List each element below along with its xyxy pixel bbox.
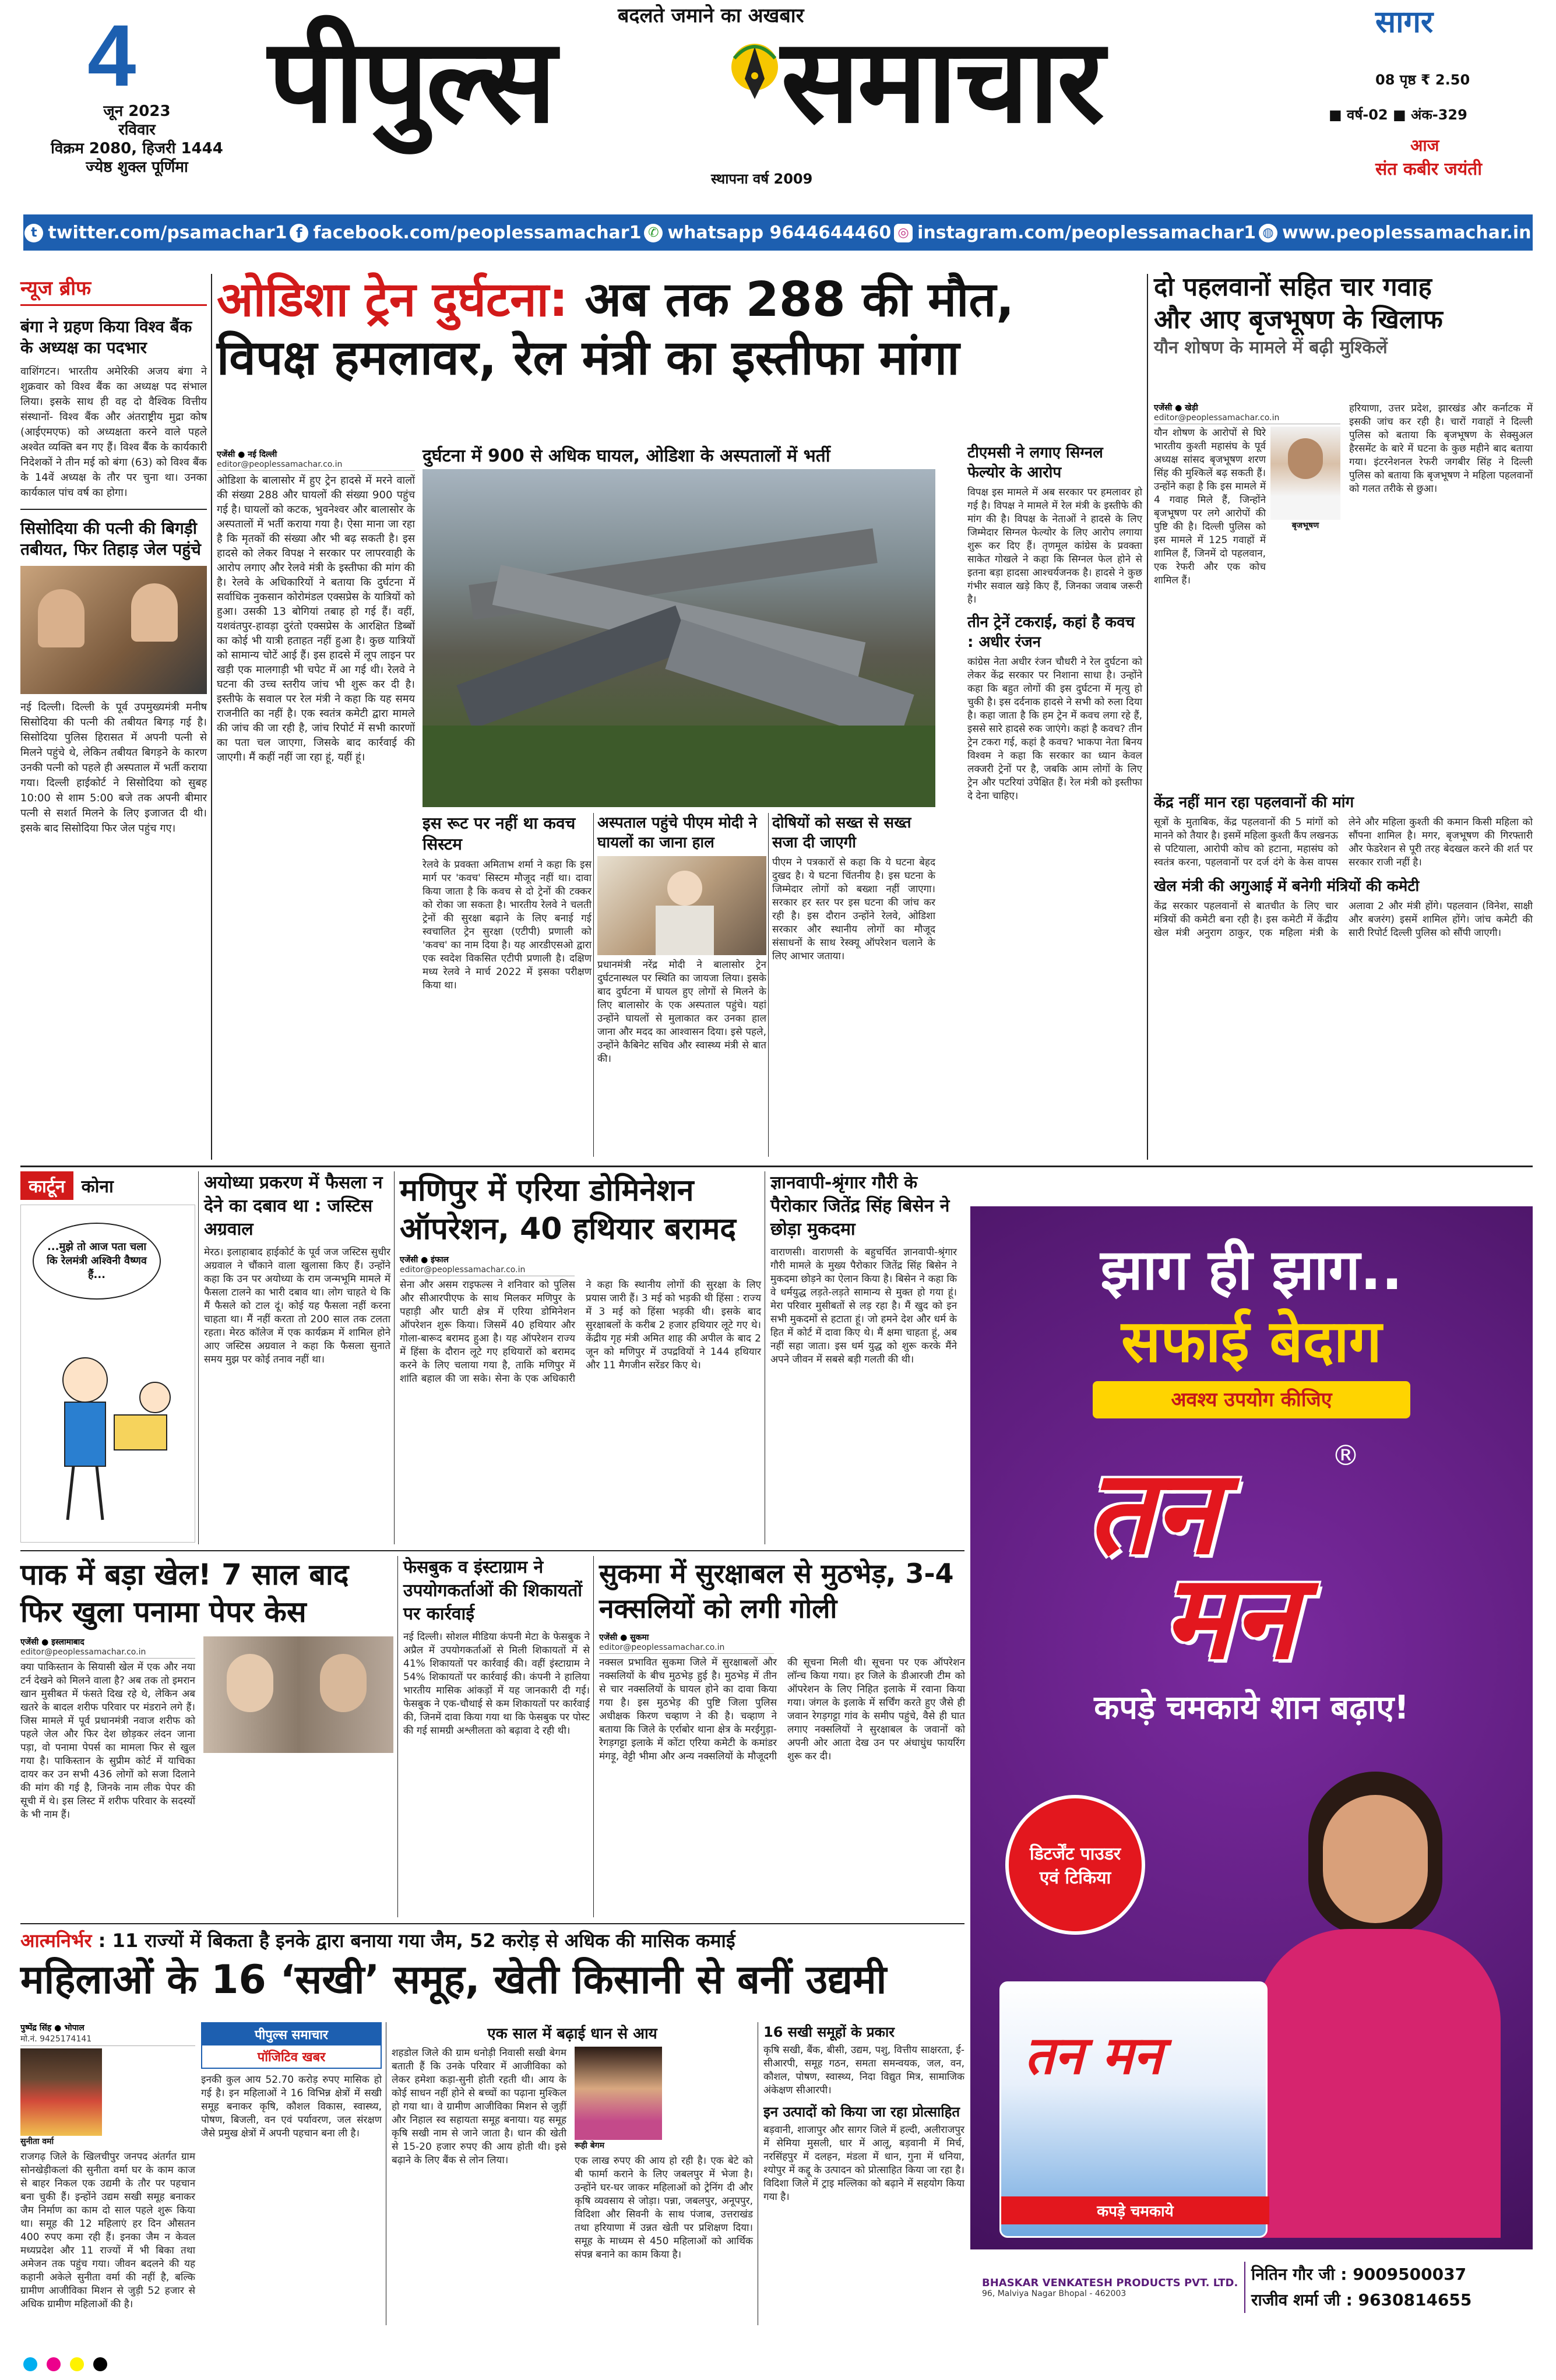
sukma-byline: एजेंसी ● सुकमा editor@peoplessamachar.co.in bbox=[599, 1632, 774, 1654]
ad-contact1: नितिन गौर जी : 9009500037 bbox=[1251, 2265, 1467, 2284]
today-event: संत कबीर जयंती bbox=[1375, 159, 1483, 179]
cartoon-illustration bbox=[20, 1205, 195, 1543]
twitter-icon: t bbox=[24, 224, 43, 242]
brief-headline-banga: बंगा ने ग्रहण किया विश्व बैंक के अध्यक्ष का पदभार bbox=[20, 317, 192, 357]
wrestlers-subbody2: केंद्र सरकार पहलवानों से बातचीत के लिए चार मंत्रियों की कमेटी बना रही है। इस कमेटी में केंद्रीय खेल मंत्री अनुराग ठाकुर, एक महिला मंत्री के अलावा 2 और मंत्री होंगे। पहलवान (विनेश, साक्षी और बजरंग) इसमें शामिल होंगे। जांच कमेटी की सारी रिपोर्ट दिल्ली पुलिस को सौंपी जाएगी। bbox=[1154, 900, 1533, 939]
advertisement-tanman[interactable] bbox=[970, 1206, 1533, 2325]
paper-title-left: पीपुल्स bbox=[268, 13, 554, 149]
lead-headline-red: ओडिशा ट्रेन दुर्घटना: bbox=[217, 272, 568, 328]
founded-year: स्थापना वर्ष 2009 bbox=[711, 171, 813, 187]
lead-sub3-headline: दोषियों को सख्त से सख्त सजा दी जाएगी bbox=[772, 814, 911, 851]
sakhi-list-head: 16 सखी समूहों के प्रकार bbox=[763, 2024, 895, 2040]
facebook-icon: f bbox=[290, 224, 308, 242]
wrestlers-body1: यौन शोषण के आरोपों से घिरे भारतीय कुश्ती महासंघ के पूर्व अध्यक्ष सांसद बृजभूषण शरण सिंह की मुश्किलें बढ़ सकती हैं। उन्होंने कहा है कि इस मामले में 4 गवाह मिले हैं, जिन्होंने बृजभूषण पर लगे आरोपों की पुष्टि की है। दिल्ली पुलिस को इस मामले में 125 गवाहों में शामिल हैं, जिनमें दो पहलवान, एक रेफरी और एक कोच शामिल हैं। bbox=[1154, 427, 1266, 586]
tmc-headline: टीएमसी ने लगाए सिग्नल फेल्योर के आरोप bbox=[967, 444, 1103, 481]
wrestlers-subhead: यौन शोषण के मामले में बढ़ी मुश्किलें bbox=[1154, 337, 1388, 358]
lead-sub2-headline: अस्पताल पहुंचे पीएम मोदी ने घायलों का जाना हाल bbox=[597, 814, 757, 851]
wrestlers-headline1: दो पहलवानों सहित चार गवाह bbox=[1154, 272, 1432, 302]
ad-tagline: कपड़े चमकाये शान बढ़ाए! bbox=[1094, 1689, 1409, 1727]
sakhi-body1: राजगढ़ जिले के खिलचीपुर जनपद अंतर्गत ग्राम सोनखेड़ीकलां की सुनीता वर्मा घर के काम काज से बाहर निकल एक उद्यमी के तौर पर पहचान बना चुकी हैं। इन्होंने उद्यम सखी समूह बनाकर जैम निर्माण का काम दो साल पहले शुरू किया था। समूह की 12 महिलाएं हर दिन औसतन 400 रुपए कमा रही हैं। इनका जैम न केवल मध्यप्रदेश और 11 राज्यों में भी बिका तथा अमेजन तक पहुंच गया। जीवन बदलने की यह कहानी अकेले सुनीता वर्मा की नहीं है, बल्कि ग्रामीण आजीविका मिशन से जुड़ी 52 हजार से अधिक ग्रामीण महिलाओं की है। bbox=[20, 2151, 195, 2310]
sakhi-photo-caption: सुनीता वर्मा bbox=[20, 2137, 54, 2146]
lead-headline bbox=[217, 271, 1143, 329]
wrestlers-body2: हरियाणा, उत्तर प्रदेश, झारखंड और कर्नाटक में इसकी जांच कर रही है। चारों गवाहों ने दिल्ली पुलिस को बताया कि बृजभूषण के सेक्सुअल हैरसमेंट के बारे में घटना के कुछ महीने बाद बताया गया। इंटरनेशनल रेफरी जगबीर सिंह ने दिल्ली पुलिस को बताया कि बृजभूषण ने महिला पहलवानों को गलत तरीके से छुआ। bbox=[1349, 403, 1533, 495]
date-number: 4 bbox=[87, 6, 136, 104]
gyanvapi-headline: ज्ञानवापी-श्रृंगार गौरी के पैरोकार जितेंद्र सिंह बिसेन ने छोड़ा मुकदमा bbox=[770, 1173, 950, 1240]
ad-address: 96, Malviya Nagar Bhopal - 462003 bbox=[982, 2289, 1126, 2298]
print-registration-marks bbox=[23, 2357, 107, 2371]
facebook-body: नई दिल्ली। सोशल मीडिया कंपनी मेटा के फेसबुक ने अप्रैल में उपयोगकर्ताओं से मिली शिकायतों में से 41% शिकायतों पर कार्रवाई की। वहीं इंस्टाग्राम ने 54% शिकायतों पर कार्रवाई की। कंपनी ने हालिया भारतीय मासिक आंकड़ों में यह जानकारी दी गई। फेसबुक ने एक-चौथाई से कम शिकायतों पर कार्रवाई की, जिनमें दावा किया गया था कि फेसबुक पर पोस्ट की गई सामग्री अश्लीलता को बढ़ावा दे रही थी। bbox=[403, 1631, 590, 1737]
date-tithi: ज्येष्ठ शुक्ल पूर्णिमा bbox=[86, 159, 188, 176]
brief-headline-sisodia: सिसोदिया की पत्नी की बिगड़ी तबीयत, फिर तिहाड़ जेल पहुंचे bbox=[20, 519, 201, 559]
paper-title-right: समाचार bbox=[781, 13, 1103, 149]
sakhi-list-head2: इन उत्पादों को किया जा रहा प्रोत्साहित bbox=[763, 2104, 960, 2120]
sakhi-body3: शहडोल जिले की ग्राम धनोड़ी निवासी सखी बेगम बताती हैं कि उनके परिवार में आजीविका को लेकर हमेशा कड़ा-सुनी होती रहती थी। आय के कोई साधन नहीं होने से बच्चों का पढ़ाना मुश्किल हो गया था। वे ग्रामीण आजीविका मिशन से जुड़ीं और निहाल स्व सहायता समूह बनाया। यह समूह कृषि सखी नाम से जाने जाता है। धान की खेती से 15-20 हजार रुपए की आय होती थी। इसे बढ़ाने के लिए बैंक से लोन लिया। bbox=[392, 2047, 566, 2166]
cartoon-box bbox=[20, 1171, 195, 1544]
tmc-body: विपक्ष इस मामले में अब सरकार पर हमलावर हो गई है। विपक्ष ने मामले में रेल मंत्री के इस्तीफे की मांग की है। विपक्ष के नेताओं ने हादसे के लिए जिम्मेदार सिग्नल फेल्योर के लिए आरोप लगाया शुरू कर दिए हैं। तृणमूल कांग्रेस के प्रवक्ता साकेत गोखले ने कहा कि सिग्नल फेल होने से इतना बड़ा हादसा आश्चर्यजनक है। हादसे ने कुछ गंभीर सवाल खड़े किए हैं, जिनका जवाब जरूरी है। bbox=[967, 487, 1142, 605]
wrestlers-byline: एजेंसी ● खेड़ी editor@peoplessamachar.co.in bbox=[1154, 402, 1340, 424]
adhir-headline: तीन ट्रेनें टकराई, कहां है कवच : अधीर रंजन bbox=[967, 614, 1135, 651]
gyanvapi-body: वाराणसी। वाराणसी के बहुचर्चित ज्ञानवापी-श्रृंगार गौरी मामले के मुख्य पैरोकार जितेंद्र सिंह बिसेन ने मुकदमा छोड़ने का ऐलान किया है। बिसेन ने कहा कि वे धर्मयुद्ध लड़ते-लड़ते सामान्य से मुक्त हो गया हूं। मेरा परिवार मुसीबतों से लड़ रहा है। मैं खुद को इन सभी मुकदमों से हटाता हूं। जो हमने देश और धर्म के हित में कोर्ट में दावा किए थे। मैं क्षमा चाहता हूं, अब नहीं सहा जाता। इस धर्म युद्ध को शुरू करके मैंने अपने जीवन में सबसे बड़ी गलती की थी। bbox=[770, 1247, 957, 1365]
ayodhya-body: मेरठ। इलाहाबाद हाईकोर्ट के पूर्व जज जस्टिस सुधीर अग्रवाल ने चौंकाने वाला खुलासा किए हैं। उन्होंने कहा कि उन पर अयोध्या के राम जन्मभूमि मामले में फैसला टालने का भारी दबाव था। लोग चाहते थे कि मैं फैसले को टाल दूं। कोई यह फैसला नहीं करना चाहता था। मैं नहीं करता तो 200 साल तक टलता रहता। मेरठ कॉलेज में एक कार्यक्रम में शामिल होने आए जस्टिस अग्रवाल ने कहा कि फैसला सुनाते समय मुझ पर कोई तनाव नहीं था। bbox=[204, 1247, 390, 1365]
ad-reg-mark: ® bbox=[1332, 1439, 1360, 1472]
lead-photo-caption: दुर्घटना में 900 से अधिक घायल, ओडिशा के अस्पतालों में भर्ती bbox=[423, 446, 830, 466]
sukma-body: नक्सल प्रभावित सुकमा जिले में सुरक्षाबलों और नक्सलियों के बीच मुठभेड़ हुई है। मुठभेड़ में तीन से चार नक्सलियों के घायल होने का दावा किया गया है। इस मुठभेड़ की पुष्टि जिला पुलिस अधीक्षक किरण चव्हाण ने की है। चव्हाण ने बताया कि जिले के एर्राबोर थाना क्षेत्र के मरईगुड़ा-रेगड़गट्टा इलाके में कोंटा एरिया कमेटी के कमांडर मंगड़ू, वेट्टी भीमा और अन्य नक्सलियों के मौजूदगी की सूचना मिली थी। सूचना पर एक ऑपरेशन लॉन्च किया गया। हर जिले के डीआरजी टीम को ऑपरेशन के लिए निहित इलाके में रवाना किया गया। जंगल के इलाके में सर्चिंग करते हुए जैसे ही जवान रेगड़गट्टा गांव के समीप पहुंचे, वैसे ही घात लगाए नक्सलियों ने सुरक्षाबल के जवानों को अपनी ओर आता देख उन पर अंधाधुंध फायरिंग शुरू कर दी। bbox=[599, 1657, 965, 1762]
ad-brand-line1: तन bbox=[1087, 1445, 1219, 1580]
tagline: बदलते जमाने का अखबार bbox=[618, 4, 804, 27]
whatsapp-icon: ✆ bbox=[644, 224, 663, 242]
social-instagram[interactable]: ◎ instagram.com/peoplessamachar1 bbox=[894, 223, 1256, 243]
instagram-icon: ◎ bbox=[894, 224, 913, 242]
sakhi-kicker-line bbox=[20, 1928, 964, 1953]
ad-ribbon: अवश्य उपयोग कीजिए bbox=[1093, 1381, 1410, 1418]
today-label: आज bbox=[1410, 136, 1439, 155]
sakhi-byline: पुष्पेंद्र सिंह ● भोपाल मो.नं. 9425174141 bbox=[20, 2022, 195, 2046]
sakhi-list-body: कृषि सखी, बैंक, बीसी, उद्यम, पशु, वित्तीय साक्षरता, ई-सीआरपी, समूह गठन, समता समन्वयक, जल, वन, कौशल, पोषण, स्वास्थ्य, निदा विद्युत मित्र, सामाजिक अंकेक्षण सीआरपी। bbox=[763, 2044, 964, 2096]
cartoon-speech-bubble: ...मुझे तो आज पता चला कि रेलमंत्री अश्विनी वैष्णव हैं... bbox=[33, 1223, 161, 1300]
manipur-byline: एजेंसी ● इंफाल editor@peoplessamachar.co.in bbox=[400, 1254, 575, 1276]
sakhi-kicker: आत्मनिर्भर bbox=[20, 1930, 92, 1952]
sakhi-body2: इनकी कुल आय 52.70 करोड़ रुपए मासिक हो गई है। इन महिलाओं ने 16 विभिन्न क्षेत्रों में सखी समूह बनाकर कृषि, कौशल विकास, स्वास्थ्य, पोषण, बिजली, वन एवं पर्यावरण, जल संरक्षण जैसे प्रमुख क्षेत्रों में अपनी पहचान बना ली है। bbox=[201, 2074, 382, 2139]
social-website[interactable]: ◍ www.peoplessamachar.in bbox=[1259, 223, 1532, 243]
manipur-body: सेना और असम राइफल्स ने शनिवार को पुलिस और सीआरपीएफ के साथ मिलकर मणिपुर के पहाड़ी और घाटी क्षेत्र में एरिया डोमिनेशन ऑपरेशन शुरू किया। जिसमें 40 हथियार और गोला-बारूद बरामद हुआ है। यह ऑपरेशन राज्य में हिंसा के दौरान लूटे गए हथियारों को बरामद करने के लिए चलाया गया है, ताकि मणिपुर में शांति बहाल की जा सके। सेना के एक अधिकारी ने कहा कि स्थानीय लोगों की सुरक्षा के लिए प्रयास जारी हैं। 3 मई को भड़की थी हिंसा : राज्य में 3 मई को हिंसा भड़की थी। इसके बाद सुरक्षाबलों के करीब 2 हजार हथियार लूटे गए थे। केंद्रीय गृह मंत्री अमित शाह की अपील के बाद 2 जून को मणिपुर में उपद्रवियों ने 144 हथियार और 11 मैगजीन सरेंडर किए थे। bbox=[400, 1279, 761, 1385]
social-whatsapp[interactable]: ✆ whatsapp 9644644460 bbox=[644, 223, 891, 243]
panama-body: क्या पाकिस्तान के सियासी खेल में एक और नया टर्न देखने को मिलने वाला है? अब तक तो इमरान खान मुसीबत में फंसते दिख रहे थे, लेकिन अब खतरे के बादल शरीफ परिवार पर मंडराने लगे हैं। जिस मामले में पूर्व प्रधानमंत्री नवाज शरीफ को पहले जेल और फिर देश छोड़कर लंदन जाना पड़ा, वो पनामा पेपर्स का मामला फिर से खुल गया है। पाकिस्तान के सुप्रीम कोर्ट में याचिका दायर कर उन सभी 436 लोगों को सजा दिलाने की मांग की गई है, जिनके नाम लीक पेपर की सूची में थे। इस लिस्ट में शरीफ परिवार के सदस्यों के भी नाम हैं। bbox=[20, 1661, 195, 1821]
date-calendar: विक्रम 2080, हिजरी 1444 bbox=[51, 140, 223, 157]
social-twitter[interactable]: t twitter.com/psamachar1 bbox=[24, 223, 287, 243]
brijbhushan-caption: बृजभूषण bbox=[1291, 521, 1319, 530]
brief-body-banga: वाशिंगटन। भारतीय अमेरिकी अजय बंगा ने शुक्रवार को विश्व बैंक का अध्यक्ष पद संभाल लिया। इसके साथ ही वह दो वैश्विक वित्तीय संस्थानों- विश्व बैंक और अंतराष्ट्रीय मुद्रा कोष (आईएमएफ) को अध्यक्षता करने वाले पहले अश्वेत व्यक्ति बन गए हैं। विश्व बैंक के कार्यकारी निदेशकों ने तीन मई को बंगा (63) को विश्व बैंक के 14वें अध्यक्ष के तौर पर चुना था। उनका कार्यकाल पांच वर्ष का होगा। bbox=[20, 365, 207, 499]
cartoon-label2: कोना bbox=[81, 1177, 114, 1197]
lead-body: ओडिशा के बालासोर में हुए ट्रेन हादसे में मरने वालों की संख्या 288 और घायलों की संख्या 900 पहुंच गई है। घायलों को कटक, भुवनेश्वर और बालासोर के अस्पतालों में भर्ती कराया गया है। ऐसा माना जा रहा है कि मृतकों की संख्या और भी बढ़ सकती है। इस हादसे को लेकर विपक्ष ने सरकार पर लापरवाही के आरोप लगाए और रेलवे मंत्री के इस्तीफा की मांग की है। रेलवे के अधिकारियों ने बताया कि दुर्घटना में सर्वाधिक नुकसान कोरोमंडल एक्सप्रेस के यात्रियों को हुआ। उसकी 13 बोगियां तबाह हो गई हैं। वहीं, यशवंतपुर-हावड़ा दुरंतो एक्सप्रेस के आरक्षित डिब्बों का कोई भी यात्री हताहत नहीं हुआ है। कुछ यात्रियों को सामान्य चोटें आई हैं। इस हादसे में लूप लाइन पर खड़ी एक मालगाड़ी भी चपेट में आ गई थी। रेलवे ने घटना की उच्च स्तरीय जांच भी शुरू कर दी है। इस्तीफे के सवाल पर रेल मंत्री ने कहा कि यह समय राजनीति का नहीं है। एक स्वतंत्र कमेटी द्वारा मामले की जांच की जा रही है, जांच रिपोर्ट में सभी कारणों का पता चल जाएगा, जिसके बाद कार्रवाई की जाएगी। मैं कहीं नहीं जा रहा हूं, यहीं हूं। bbox=[217, 474, 415, 763]
date-month: जून 2023 bbox=[103, 103, 171, 120]
sakhi-subhead: एक साल में बढ़ाई धान से आय bbox=[487, 2025, 657, 2043]
modi-hospital-photo bbox=[597, 856, 766, 955]
brijbhushan-photo bbox=[1270, 427, 1340, 520]
sakhi-headline: महिलाओं के 16 ‘सखी’ समूह, खेती किसानी से बनीं उद्यमी bbox=[20, 1957, 887, 2003]
lead-sub2-body: प्रधानमंत्री नरेंद्र मोदी ने बालासोर ट्रेन दुर्घटनास्थल पर स्थिति का जायजा लिया। इसके बाद दुर्घटना में घायल हुए लोगों से मिलने के लिए बालासोर के एक अस्पताल पहुंचे। यहां उन्होंने घायलों से मुलाकात कर उनका हाल जाना और मदद का आश्वासन दिया। इसे पहले, उन्होंने कैबिनेट सचिव और स्वास्थ्य मंत्री से बात की। bbox=[597, 959, 766, 1065]
panama-byline: एजेंसी ● इस्लामाबाद editor@peoplessamachar.co.in bbox=[20, 1636, 195, 1659]
positive-news-badge: पीपुल्स समाचार पॉजिटिव खबर bbox=[201, 2022, 382, 2069]
wrestlers-subhead1: केंद्र नहीं मान रहा पहलवानों की मांग bbox=[1154, 794, 1354, 811]
lead-photo bbox=[423, 469, 935, 807]
social-facebook[interactable]: f facebook.com/peoplessamachar1 bbox=[290, 223, 641, 243]
lead-sub3-body: पीएम ने पत्रकारों से कहा कि ये घटना बेहद दुखद है। ये घटना चिंतनीय है। इस घटना के जिम्मेदार लोगों को बख्शा नहीं जाएगा। सरकार हर स्तर पर इस घटना की जांच कर रही है। इस दौरान उन्होंने रेलवे, ओडिशा सरकार और स्थानीय लोगों का मौजूद संसाधनों के साथ रेस्क्यू ऑपरेशन चलाने के लिए आभार जताया। bbox=[772, 857, 935, 962]
ad-line2: सफाई बेदाग bbox=[1121, 1307, 1382, 1375]
ayodhya-headline: अयोध्या प्रकरण में फैसला न देने का दबाव था : जस्टिस अग्रवाल bbox=[204, 1173, 383, 1240]
wrestlers-subhead2: खेल मंत्री की अगुआई में बनेगी मंत्रियों की कमेटी bbox=[1154, 878, 1420, 895]
pen-logo-icon bbox=[723, 35, 787, 111]
lead-byline: एजेंसी ● नई दिल्ली editor@peoplessamachar.co.in bbox=[217, 449, 415, 471]
date-day: रविवार bbox=[118, 121, 156, 139]
sakhi-kicker-text: : 11 राज्यों में बिकता है इनके द्वारा बनाया गया जैम, 52 करोड़ से अधिक की मासिक कमाई bbox=[98, 1930, 735, 1952]
sakhi-list-body2: बड़वानी, शाजापुर और सागर जिले में हल्दी, अलीराजपुर में सेमिया मुसली, धार में आलू, बड़वानी में मिर्च, नरसिंहपुर में दलहन, मंडला में धान, गुना में धनिया, श्योपुर में कद्दू के उत्पादन को प्रोत्साहित किया जा रहा है। विदिशा जिले में ट्राइ मल्लिका को बढ़ाने में सहयोग किया गया है। bbox=[763, 2124, 964, 2203]
lead-headline-line2: विपक्ष हमलावर, रेल मंत्री का इस्तीफा मांगा bbox=[217, 330, 960, 386]
masthead bbox=[0, 0, 1556, 210]
lead-headline-black: अब तक 288 की मौत, bbox=[585, 272, 1015, 328]
wrestlers-headline2: और आए बृजभूषण के खिलाफ bbox=[1154, 305, 1443, 335]
ruhi-photo bbox=[575, 2047, 662, 2140]
sakhi-body4: एक लाख रुपए की आय हो रही है। एक बेटे को बी फार्मा कराने के लिए जबलपुर में भेजा है। उन्होंने घर-घर जाकर महिलाओं को ट्रेनिंग दी और कृषि व्यवसाय से जोड़ा। पन्ना, जबलपुर, अनूपपुर, विदिशा और सिवनी के साथ पंजाब, उत्तराखंड तथा हरियाणा में उन्नत खेती पर प्रशिक्षण दिया। समूह के माध्यम से 450 महिलाओं को आर्थिक संपन्न बनाने का काम किया है। bbox=[575, 2155, 753, 2261]
pages-price: 08 पृष्ठ ₹ 2.50 bbox=[1375, 72, 1470, 88]
ruhi-caption: रूही बेगम bbox=[575, 2141, 605, 2150]
news-brief-label: न्यूज ब्रीफ bbox=[20, 274, 207, 306]
ad-contact2: राजीव शर्मा जी : 9630814655 bbox=[1251, 2290, 1472, 2309]
ad-detergent-pack bbox=[999, 1981, 1268, 2238]
lead-sub1-body: रेलवे के प्रवक्ता अमिताभ शर्मा ने कहा कि इस मार्ग पर 'कवच' सिस्टम मौजूद नहीं था। दावा किया जाता है कि कवच से दो ट्रेनों की टक्कर को रोका जा सकता है। भारतीय रेलवे ने चलती ट्रेनों की सुरक्षा बढ़ाने के लिए बनाई गई स्वचालित ट्रेन सुरक्षा (एटीपी) प्रणाली को 'कवच' का नाम दिया है। यह आरडीएसओ द्वारा एक स्वदेश विकसित एटीपी प्रणाली है। दक्षिण मध्य रेलवे ने मार्च 2022 में इसका परीक्षण किया था। bbox=[423, 859, 592, 991]
adhir-body: कांग्रेस नेता अधीर रंजन चौधरी ने रेल दुर्घटना को लेकर केंद्र सरकार पर निशाना साधा है। उन्होंने कहा कि बहुत लोगों की इस दुर्घटना में मृत्यु हो चुकी है। इस दर्दनाक हादसे ने सभी को रुला दिया है। कहा जाता है कि हम ट्रेन में कवच लगा रहे हैं, इससे सारे हादसे रुक जाएंगे। कहां है कवच? तीन ट्रेन टकरा गई, कहां है कवच? भाकपा नेता बिनय विश्वम ने कहा कि सरकार का ध्यान केवल लक्जरी ट्रेनों पर है, जबकि आम लोगों के लिए ट्रेन और पटरियां उपेक्षित हैं। रेल मंत्री को इस्तीफा दे देना चाहिए। bbox=[967, 656, 1142, 802]
news-brief-column bbox=[20, 274, 207, 1166]
ad-line1: झाग ही झाग.. bbox=[1100, 1237, 1403, 1302]
lead-sub1-headline: इस रूट पर नहीं था कवच सिस्टम bbox=[423, 814, 576, 854]
issue-number: ■ वर्ष-02 ■ अंक-329 bbox=[1329, 107, 1467, 123]
brief-photo-sisodia bbox=[20, 566, 207, 694]
social-bar bbox=[23, 214, 1533, 251]
sukma-headline: सुकमा में सुरक्षाबल से मुठभेड़, 3-4 नक्सलियों को लगी गोली bbox=[599, 1558, 954, 1624]
brief-body-sisodia: नई दिल्ली। दिल्ली के पूर्व उपमुख्यमंत्री मनीष सिसोदिया की पत्नी की तबीयत बिगड़ गई है। सिसोदिया पुलिस हिरासत में अपनी पत्नी से मिलने पहुंचे थे, लेकिन तबीयत बिगड़ने के कारण उनकी पत्नी को पहले ही अस्पताल में भर्ती कराया गया। दिल्ली हाईकोर्ट ने सिसोदिया को सुबह 10:00 से शाम 5:00 बजे तक अपनी बीमार पत्नी से सशर्त मिलने के लिए इजाजत दी थी। इसके बाद सिसोदिया फिर जेल पहुंच गए। bbox=[20, 701, 207, 835]
manipur-headline: मणिपुर में एरिया डोमिनेशन ऑपरेशन, 40 हथियार बरामद bbox=[400, 1173, 736, 1247]
sakhi-photo bbox=[20, 2048, 102, 2136]
panama-photo bbox=[203, 1636, 393, 1753]
facebook-headline: फेसबुक व इंस्टाग्राम ने उपयोगकर्ताओं की शिकायतों पर कार्रवाई bbox=[403, 1557, 583, 1624]
cartoon-label: कार्टून bbox=[20, 1171, 73, 1200]
wrestlers-subbody1: सूत्रों के मुताबिक, केंद्र पहलवानों की 5 मांगों को मानने को तैयार है। इसमें महिला कुश्ती कैंप लखनऊ से पटियाला, आरोपी कोच को हटाना, महासंघ को स्वतंत्र करना, पहलवानों पर दर्ज दंगे के केस वापस लेने और महिला कुश्ती की कमान किसी महिला को सौंपना शामिल है। मगर, बृजभूषण की गिरफ्तारी और फेडरेशन से पूरी तरह बेदखल करने की शर्त पर सरकार राजी नहीं है। bbox=[1154, 816, 1533, 868]
panama-headline: पाक में बड़ा खेल! 7 साल बाद फिर खुला पनामा पेपर केस bbox=[20, 1558, 349, 1629]
ad-product-badge: डिटर्जेंट पाउडर एवं टिकिया bbox=[1005, 1795, 1145, 1935]
ad-pack-brand: तन मन bbox=[1025, 2025, 1163, 2086]
ad-brand-line2: मन bbox=[1163, 1550, 1297, 1685]
globe-icon: ◍ bbox=[1259, 224, 1277, 242]
ad-pack-sub: कपड़े चमकाये bbox=[1001, 2196, 1269, 2224]
city-edition: सागर bbox=[1375, 5, 1434, 40]
ad-company: BHASKAR VENKATESH PRODUCTS PVT. LTD. bbox=[982, 2276, 1238, 2289]
ad-footer bbox=[970, 2249, 1533, 2325]
